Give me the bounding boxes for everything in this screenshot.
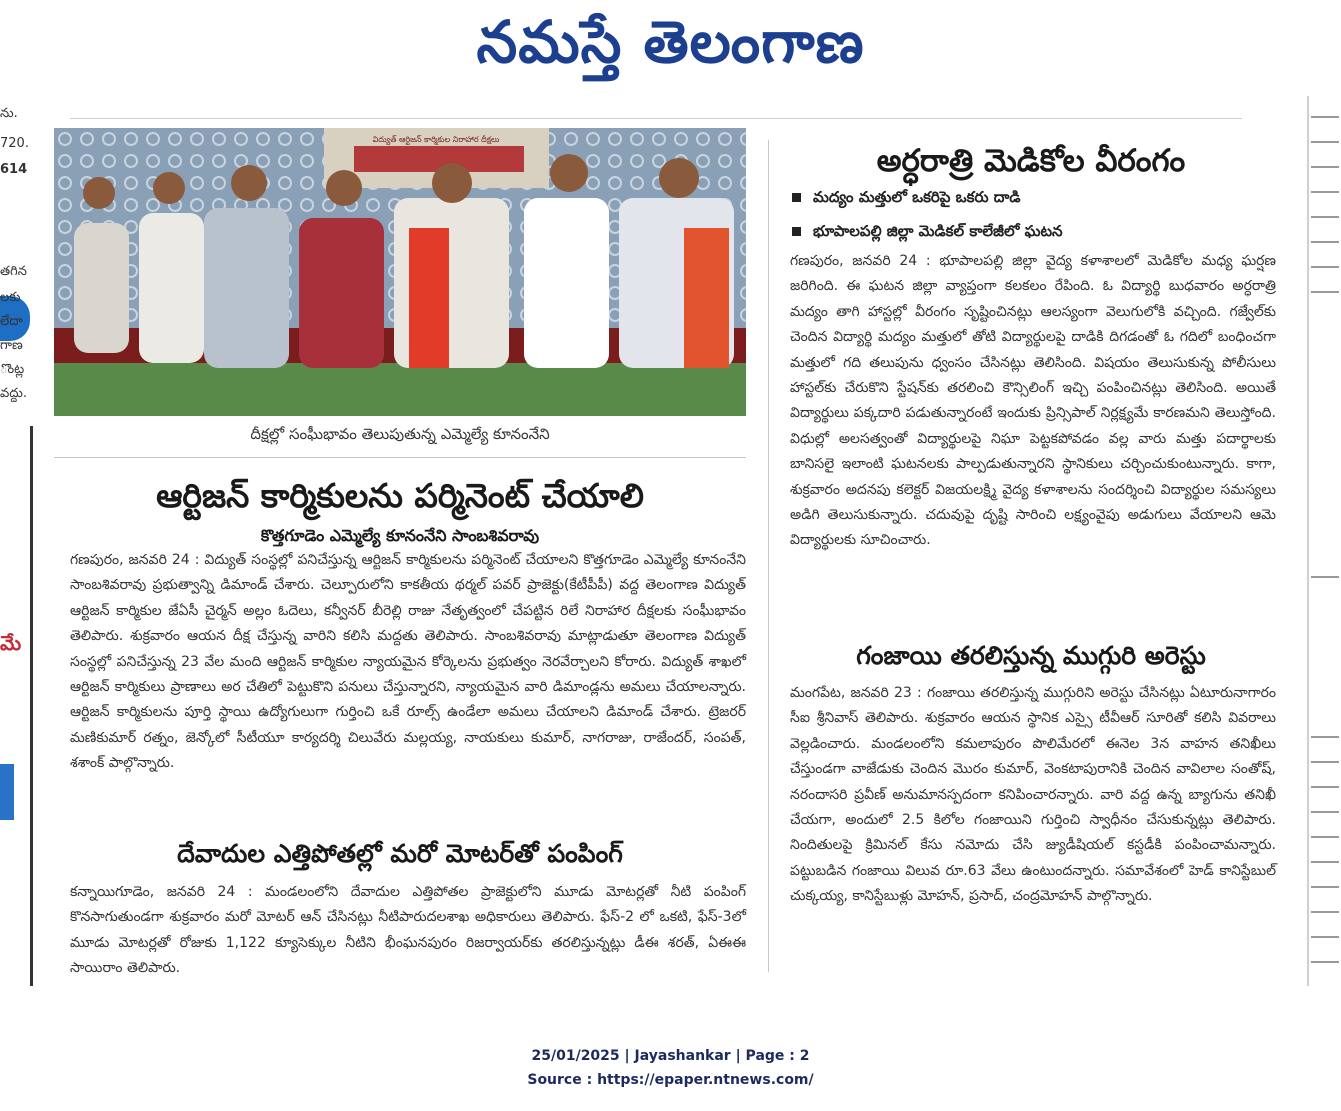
right-clip-text-fragment — [1311, 911, 1339, 913]
left-clipped-column — [0, 96, 34, 986]
left-clip-line: ను. — [0, 106, 18, 121]
news-photo — [54, 128, 746, 416]
article1-body: గణపురం, జనవరి 24 : విద్యుత్ సంస్థల్లో పనిచేస్తున్న ఆర్టిజన్ కార్మికులను పర్మినెంట్ చేయాలని కొత్తగూడెం ఎమ్మెల్యే కూనంనేని సాంబశివరావు ప్రభుత్వాన్ని డిమాండ్ చేశారు. చెల్పూరులోని కాకతీయ థర్మల్ పవర్ ప్రాజెక్టు(కేటీపీపీ) వద్ద తెలంగాణ విద్యుత్ ఆర్టిజన్ కార్మికుల జేఏసీ చైర్మన్ అల్లం ఓదెలు, కన్వీనర్ బీరెల్లి రాజు నేతృత్వంలో చేపట్టిన రిలే నిరాహార దీక్షలకు సంఘీభావం తెలిపారు. శుక్రవారం ఆయన దీక్ష చేస్తున్న వారిని కలిసి మద్దతు తెలిపారు. సాంబశివరావు మాట్లాడుతూ తెలంగాణ విద్యుత్ సంస్థల్లో పనిచేస్తున్న 23 వేల మంది ఆర్టిజన్ కార్మికుల న్యాయమైన కోర్కెలను ప్రభుత్వం నెరవేర్చాలని కోరారు. విద్యుత్ శాఖలో ఆర్టిజన్ కార్మికులు ప్రాణాలు అర చేతిలో పెట్టుకొని పనులు చేస్తున్నారని, న్యాయమైన వారి డిమాండ్లను అమలు చేయాలన్నారు. ఆర్టిజన్ కార్మికులను పూర్తి స్థాయి ఉద్యోగులుగా గుర్తించి ఒకే రూల్స్ ఉండేలా అమలు చేయాలని డిమాండ్ చేశారు. ట్రెజరర్ మణికుమార్ రత్నం, జెన్కోలో సీటీయూ కార్యదర్శి చిలువేరు మల్లయ్య, నాయకులు కుమార్, నాగరాజు, రాజేందర్, సంపత్, శశాంక్ పాల్గొన్నారు. — [70, 552, 746, 772]
bullet-square-icon — [792, 193, 801, 202]
footer-source: Source : https://epaper.ntnews.com/ — [527, 1072, 814, 1088]
left-clip-line: గాణ — [0, 338, 23, 353]
column-divider — [768, 140, 769, 972]
right-clip-text-fragment — [1311, 836, 1339, 838]
article4-headline: గంజాయి తరలిస్తున్న ముగ్గురి అరెస్టు — [856, 641, 1206, 670]
article3-headline: అర్ధరాత్రి మెడికోల వీరంగం — [876, 143, 1186, 179]
right-clip-text-fragment — [1311, 266, 1339, 268]
left-clip-line: 614 — [0, 162, 28, 177]
right-clip-text-fragment — [1311, 761, 1339, 763]
bullet-square-icon — [792, 227, 801, 236]
right-clip-text-fragment — [1311, 166, 1339, 168]
left-clip-line: తగిన — [0, 264, 27, 279]
photo-banner-text: విద్యుత్ ఆర్టిజన్ కార్మికుల నిరాహార దీక్షలు — [372, 135, 500, 144]
right-clip-text-fragment — [1311, 291, 1339, 293]
article3-body: గణపురం, జనవరి 24 : భూపాలపల్లి జిల్లా వైద్య కళాశాలలో మెడికోల మధ్య ఘర్షణ జరిగింది. ఈ ఘటన జిల్లా వ్యాప్తంగా కలకలం రేపింది. ఓ విద్యార్థి బుధవారం అర్ధరాత్రి మద్యం తాగి హాస్టల్లో వీరంగం సృష్టించినట్లు ఆలస్యంగా వెలుగులోకి వచ్చింది. గజ్వేల్‌కు చెందిన విద్యార్థి మద్యం మత్తులో తోటి విద్యార్థులపై దాడికి దిగడంతో ఓ గదిలో బంధించగా మత్తులో గది తలుపును ధ్వంసం చేసినట్లు తెలిసింది. విషయం తెలుసుకున్న పోలీసులు హాస్టల్‌కు చేరుకొని స్టేషన్‌కు తరలించి కౌన్సిలింగ్ ఇచ్చి పంపించినట్లు తెలిసింది. అయితే విద్యార్థులు పక్కదారి పడుతున్నారంటే ఇందుకు ప్రిన్సిపాల్ నిర్లక్ష్యమే కారణమని తెలుస్తోంది. విధుల్లో అలసత్వంతో విద్యార్థులపై నిఘా పెట్టకపోవడం వల్ల వారు మత్తు పదార్థాలకు బానిసలై ఇలాంటి ఘటనలకు పాల్పడుతున్నారని స్థానికులు చర్చించుకుంటున్నారు. కాగా, శుక్రవారం అదనపు కలెక్టర్ విజయలక్ష్మి వైద్య కళాశాలను సందర్శించి విద్యార్థుల సమస్యలు అడిగి తెలుసుకున్నారు. చదువుపై దృష్టి సారించి లక్ష్యంవైపు అడుగులు వేయాలని ఆమె విద్యార్థులకు సూచించారు. — [790, 253, 1276, 549]
article1-headline: ఆర్టిజన్ కార్మికులను పర్మినెంట్ చేయాలి — [156, 476, 644, 515]
article3-bullet — [792, 222, 1063, 244]
right-clip-text-fragment — [1311, 936, 1339, 938]
article3-bullet — [792, 188, 1021, 210]
right-clip-text-fragment — [1311, 861, 1339, 863]
article4-body: మంగపేట, జనవరి 23 : గంజాయి తరలిస్తున్న ముగ్గురిని అరెస్టు చేసినట్లు ఏటూరునాగారం సీఐ శ్రీనివాస్ తెలిపారు. శుక్రవారం ఆయన స్థానిక ఎస్సై టీవీఆర్ సూరితో కలిసి వివరాలు వెల్లడించారు. మండలంలోని కమలాపురం పొలిమేరలో ఈనెల 3న వాహన తనిఖీలు చేస్తుండగా వాజేడుకు చెందిన మొరం కుమార్, వెంకటాపురానికి చెందిన వావిలాల సంతోష్, నరందాసరి ప్రవీణ్ అనుమానస్పదంగా కనిపించారన్నారు. వారి వద్ద ఉన్న బ్యాగును తనిఖీ చేయగా, అందులో 2.5 కిలోల గంజాయిని గుర్తించి స్వాధీనం చేసుకున్నట్లు తెలిపారు. నిందితులపై క్రిమినల్ కేసు నమోదు చేసి జ్యుడీషియల్ కస్టడీకి పంపించామన్నారు. పట్టుబడిన గంజాయి విలువ రూ.63 వేలు ఉంటుందన్నారు. సమావేశంలో హెడ్ కానిస్టేబుల్ చుక్కయ్య, కానిస్టేబుళ్లు మోహన్, ప్రసాద్, చంద్రమోహన్ పాల్గొన్నారు. — [790, 685, 1276, 905]
left-clip-line: లకు — [0, 290, 21, 305]
right-clip-divider — [1307, 96, 1309, 986]
right-clip-text-fragment — [1311, 576, 1339, 578]
top-rule — [70, 118, 1242, 119]
article2-headline: దేవాదుల ఎత్తిపోతల్లో మరో మోటర్‌తో పంపింగ్ — [177, 839, 623, 868]
right-clip-text-fragment — [1311, 141, 1339, 143]
footer-dateline: 25/01/2025 | Jayashankar | Page : 2 — [531, 1048, 810, 1064]
right-clip-text-fragment — [1311, 241, 1339, 243]
right-clip-text-fragment — [1311, 786, 1339, 788]
right-clip-text-fragment — [1311, 116, 1339, 118]
article3-bullet-text: భూపాలపల్లి జిల్లా మెడికల్ కాలేజీలో ఘటన — [813, 222, 1063, 240]
right-clip-text-fragment — [1311, 191, 1339, 193]
left-clip-line: 720. — [0, 136, 29, 151]
left-clip-line: వద్దు. — [0, 386, 28, 401]
right-clip-text-fragment — [1311, 886, 1339, 888]
left-clip-line: లేదా — [0, 314, 23, 329]
right-clip-text-fragment — [1311, 961, 1339, 963]
photo-caption: దీక్షల్లో సంఘీభావం తెలుపుతున్న ఎమ్మెల్యే కూనంనేని — [250, 425, 550, 443]
left-clip-divider — [30, 426, 33, 986]
left-clip-line: ొంట్ల — [0, 362, 25, 377]
right-clip-text-fragment — [1311, 216, 1339, 218]
right-clip-text-fragment — [1311, 736, 1339, 738]
left-clip-red-text: మే — [0, 631, 22, 655]
masthead-title: నమస్తే తెలంగాణ — [476, 8, 865, 76]
article2-body: కన్నాయిగూడెం, జనవరి 24 : మండలంలోని దేవాదుల ఎత్తిపోతల ప్రాజెక్టులోని మూడు మోటర్లతో నీటి పంపింగ్ కొనసాగుతుండగా శుక్రవారం మరో మోటర్ ఆన్ చేసినట్లు నీటిపారుదలశాఖ అధికారులు తెలిపారు. ఫేస్-2 లో ఒకటి, ఫేస్-3లో మూడు మోటర్లతో రోజుకు 1,122 క్యూసెక్కుల నీటిని భీంఘనపురం రిజర్వాయర్‌కు తరలిస్తున్నట్లు డీఈ శరత్, ఏఈఈ సాయిరాం తెలిపారు. — [70, 884, 746, 977]
article3-bullet-text: మద్యం మత్తులో ఒకరిపై ఒకరు దాడి — [813, 188, 1021, 206]
left-clip-blue-bar — [0, 764, 14, 820]
article1-subhead: కొత్తగూడెం ఎమ్మెల్యే కూనంనేని సాంబశివరావు — [260, 526, 540, 545]
right-clipped-column — [1307, 96, 1341, 986]
caption-rule — [54, 457, 746, 458]
right-clip-text-fragment — [1311, 811, 1339, 813]
